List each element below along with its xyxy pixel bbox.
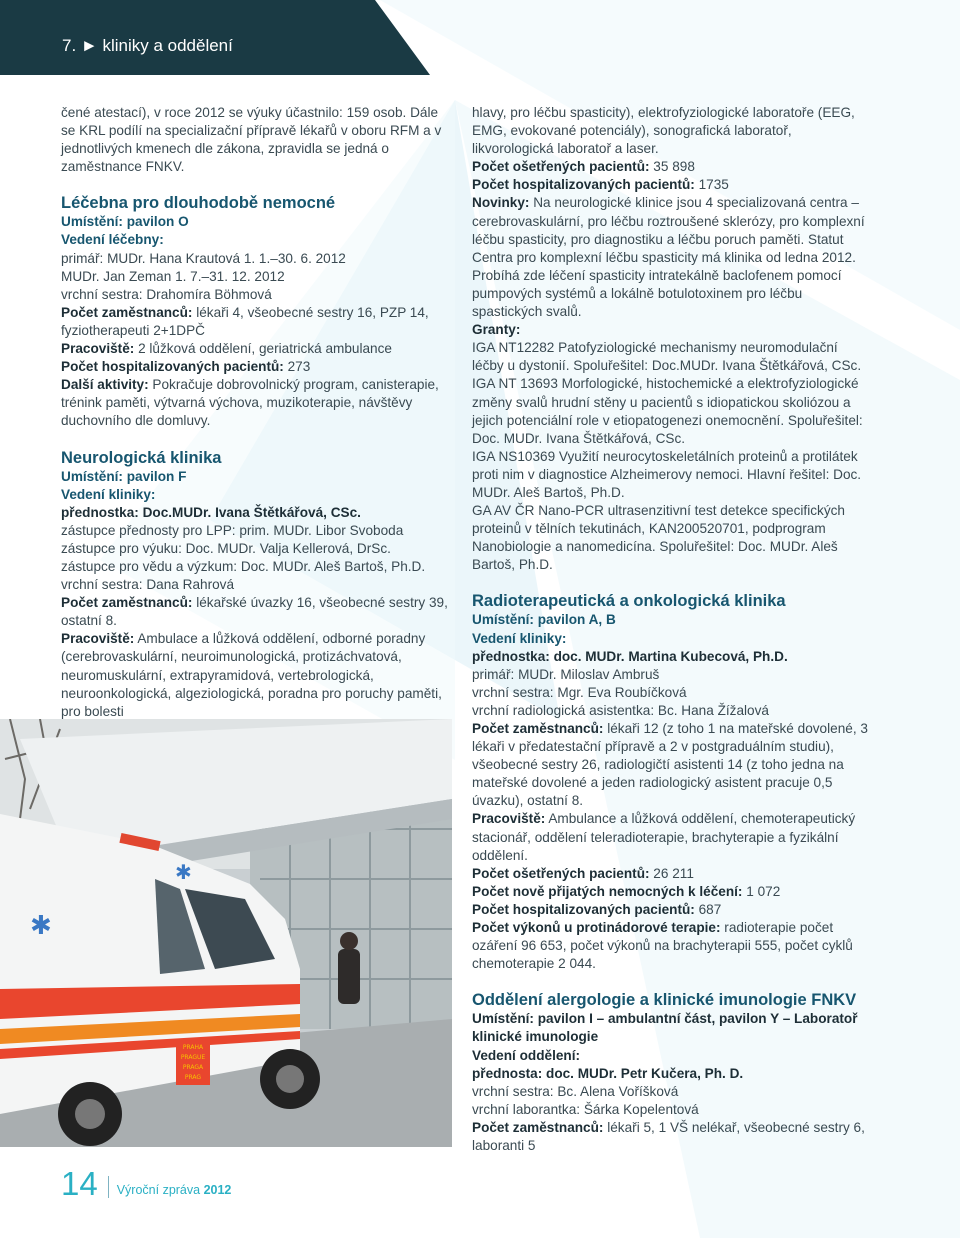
grant-item: IGA NS10369 Využití neurocytoskeletálních proteinů a protilátek proti nim v diagnostice Alzheimerovy nemoci. Hlavní řešitel: Doc. MUDr. Aleš Bartoš, Ph.D. (472, 448, 862, 500)
label: Pracoviště: (61, 341, 135, 357)
section-heading-ldn: Léčebna pro dlouhodobě nemocné (61, 194, 336, 213)
radio-hospitalized (472, 901, 872, 919)
ambulance-illustration (0, 719, 452, 1147)
neuro-staff (61, 594, 453, 630)
neuro-hospitalized (472, 176, 872, 194)
neuro-line: zástupce pro výuku: Doc. MUDr. Valja Kellerová, DrSc. (61, 540, 391, 556)
value: Ambulance a lůžková oddělení, chemoterapeutický stacionář, oddělení teleradioterapie, brachyterapie a fyzikální oddělení. (472, 811, 856, 863)
value: 26 211 (649, 865, 694, 881)
footer-year: 2012 (203, 1183, 232, 1197)
value: lékaři 5, 1 VŠ nelékař, všeobecné sestry 6, laboranti 5 (472, 1119, 865, 1153)
ldn-line: MUDr. Jan Zeman 1. 7.–31. 12. 2012 (61, 268, 285, 284)
label: Počet hospitalizovaných pacientů: (472, 901, 695, 917)
footer-divider (108, 1176, 109, 1198)
value: Na neurologické klinice jsou 4 specializovaná centra – cerebrovaskulární, pro léčbu roztroušené sklerózy, pro komplexní léčbu spasticity, pro diagnostiku a léčbu poruch paměti. Statut Centra pro komplexní léčbu spasticity má klinika od ledna 2012. Probíhá zde léčení spasticity intratekálně baclofenem pomocí pumpových systémů a lokálně botulotoxinem pro léčbu spastických svalů. (472, 195, 865, 320)
footer-report: Výroční zpráva (116, 1183, 204, 1197)
ldn-activities (61, 376, 453, 430)
neuro-news (472, 194, 872, 321)
svg-text:✱: ✱ (175, 860, 192, 884)
value: lékařské úvazky 16, všeobecné sestry 39, ostatní 8. (61, 595, 448, 629)
label: Další aktivity: (61, 377, 149, 393)
grants-label: Granty: (472, 322, 521, 338)
label: Počet nově přijatých nemocných k léčení: (472, 883, 743, 899)
page-number: 14 (61, 1165, 98, 1202)
radio-staff (472, 720, 872, 810)
radio-workplace (472, 810, 872, 864)
neuro-management-label: Vedení kliniky: (61, 486, 156, 502)
neuro-head: přednostka: Doc.MUDr. Ivana Štětkářová, CSc. (61, 504, 361, 520)
value: 687 (694, 901, 722, 917)
ldn-management-label: Vedení léčebny: (61, 232, 164, 248)
label: Počet ošetřených pacientů: (472, 159, 650, 175)
value: lékaři 12 (z toho 1 na mateřské dovolené, 3 lékaři v předatestační přípravě a 2 v postgraduálním studiu), všeobecné sestry 26, radiologičtí asistenti 14 (z toho jedna na mateřské dovolené a jeden radiologický asistent pracuje 0,5 úvazku), ostatní 8. (472, 721, 868, 809)
section-heading-neurology: Neurologická klinika (61, 448, 222, 467)
value: 35 898 (649, 159, 695, 175)
grant-item: GA AV ČR Nano-PCR ultrasenzitivní test detekce specifických proteinů v tělních tekutinách, KAN200520701, podprogram Nanobiologie a nanomedicína. Spoluřešitel: Doc. MUDr. Aleš Bartoš, Ph.D. (472, 503, 845, 573)
label: Pracoviště: (61, 631, 135, 647)
allergo-management-label: Vedení oddělení: (472, 1047, 581, 1063)
neuro-line: zástupce pro vědu a výzkum: Doc. MUDr. Aleš Bartoš, Ph.D. (61, 558, 426, 574)
neuro-treated (472, 158, 872, 176)
neuro-location: Umístění: pavilon F (61, 468, 187, 484)
chapter-title: 7. ► kliniky a oddělení (62, 36, 233, 55)
ldn-line: primář: MUDr. Hana Krautová 1. 1.–30. 6. 2012 (61, 250, 346, 266)
radio-line: primář: MUDr. Miloslav Ambruš (472, 666, 660, 682)
ldn-staff (61, 304, 453, 340)
label: Počet zaměstnanců: (472, 721, 604, 736)
label: Pracoviště: (472, 811, 546, 827)
ldn-workplace (61, 340, 453, 358)
radio-location: Umístění: pavilon A, B (472, 612, 616, 628)
value: radioterapie počet ozáření 96 653, počet výkonů na brachyterapii 555, počet cyklů chemoterapie 2 044. (472, 920, 853, 972)
value: 1 072 (742, 883, 781, 899)
allergo-line: vrchní laborantka: Šárka Kopelentová (472, 1101, 699, 1117)
star-of-life-icon: ✱ (30, 911, 52, 941)
ldn-hospitalized (61, 358, 453, 376)
label: Počet hospitalizovaných pacientů: (472, 177, 695, 193)
allergo-location: Umístění: pavilon I – ambulantní část, pavilon Y – Laboratoř klinické imunologie (472, 1011, 858, 1045)
allergo-staff (472, 1119, 872, 1155)
radio-procedures (472, 919, 872, 973)
grant-item: IGA NT12282 Patofyziologické mechanismy neuromodulační léčby u dystonií. Spoluřešitel: Doc.MUDr. Ivana Štětkářová, CSc. (472, 340, 862, 374)
neuro-workplace (61, 630, 453, 720)
value: Pokračuje dobrovolnický program, canisterapie, trénink paměti, výtvarná výchova, muzikoterapie, návštěvy duchovního dle domluvy. (61, 377, 439, 429)
label: Počet zaměstnanců: (61, 595, 193, 611)
label: Počet zaměstnanců: (472, 1119, 604, 1135)
label: Počet zaměstnanců: (61, 304, 193, 320)
radio-treated (472, 865, 872, 883)
value: 1735 (694, 177, 729, 193)
radio-line: vrchní radiologická asistentka: Bc. Hana Žížalová (472, 702, 769, 718)
value: 273 (283, 359, 311, 375)
radio-new (472, 883, 872, 901)
neuro-line: zástupce přednosty pro LPP: prim. MUDr. Libor Svoboda (61, 522, 404, 538)
neuro-line: vrchní sestra: Dana Rahrová (61, 577, 235, 593)
value: lékaři 4, všeobecné sestry 16, PZP 14, fyziotherapeuti 2+1DPČ (61, 304, 429, 338)
value: Ambulace a lůžková oddělení, odborné poradny (cerebrovaskulární, neuroimunologická, protizáchvatová, neuromuskulární, extrapyramidová, vertebrologická, neuroonkologická, algeziologická, poradna pro poruchy paměti, pro bolesti (61, 631, 442, 719)
intro-paragraph: čené atestací), v roce 2012 se výuky účastnilo: 159 osob. Dále se KRL podílí na specializační přípravě lékařů v oboru RFM a v jednotlivých kmenech dle zákona, zpravidla se jedná o zaměstnance FNKV. (61, 105, 442, 175)
label: Počet hospitalizovaných pacientů: (61, 359, 284, 375)
grant-item: IGA NT 13693 Morfologické, histochemické a elektrofyziologické změny svalů hrudní stěny u pacientů s idiopatickou skoliózou a jejich potenciální role v etiopatogenezi onemocnění. Spoluřešitel: Doc. MUDr. Ivana Štětkářová, CSc. (472, 376, 863, 446)
label: Počet výkonů u protinádorové terapie: (472, 920, 721, 936)
ldn-line: vrchní sestra: Drahomíra Böhmová (61, 286, 272, 302)
section-heading-radiotherapy: Radioterapeutická a onkologická klinika (472, 592, 786, 611)
radio-management-label: Vedení kliniky: (472, 630, 567, 646)
page-footer (61, 1166, 231, 1202)
label: Novinky: (472, 195, 530, 211)
neuro-continued: hlavy, pro léčbu spasticity), elektrofyziologické laboratoře (EEG, EMG, evokované potenciály), sonografická laboratoř, likvorologická laboratoř a laser. (472, 105, 855, 157)
allergo-line: vrchní sestra: Bc. Alena Voříšková (472, 1083, 679, 1099)
left-column (61, 104, 453, 721)
footer-label (117, 1183, 232, 1197)
label: Počet ošetřených pacientů: (472, 865, 650, 881)
allergo-head: přednosta: doc. MUDr. Petr Kučera, Ph. D. (472, 1065, 744, 1081)
ambulance-sign-text: PRAHA PRAGUE PRAGA PRAG (180, 1044, 206, 1081)
radio-line: vrchní sestra: Mgr. Eva Roubíčková (472, 684, 687, 700)
ldn-location: Umístění: pavilon O (61, 214, 189, 230)
section-heading-allergology: Oddělení alergologie a klinické imunologie FNKV (472, 991, 857, 1010)
value: 2 lůžková oddělení, geriatrická ambulance (134, 341, 392, 357)
right-column (472, 104, 872, 1155)
radio-head: přednostka: doc. MUDr. Martina Kubecová, Ph.D. (472, 648, 788, 664)
ambulance-photo (0, 719, 452, 1147)
